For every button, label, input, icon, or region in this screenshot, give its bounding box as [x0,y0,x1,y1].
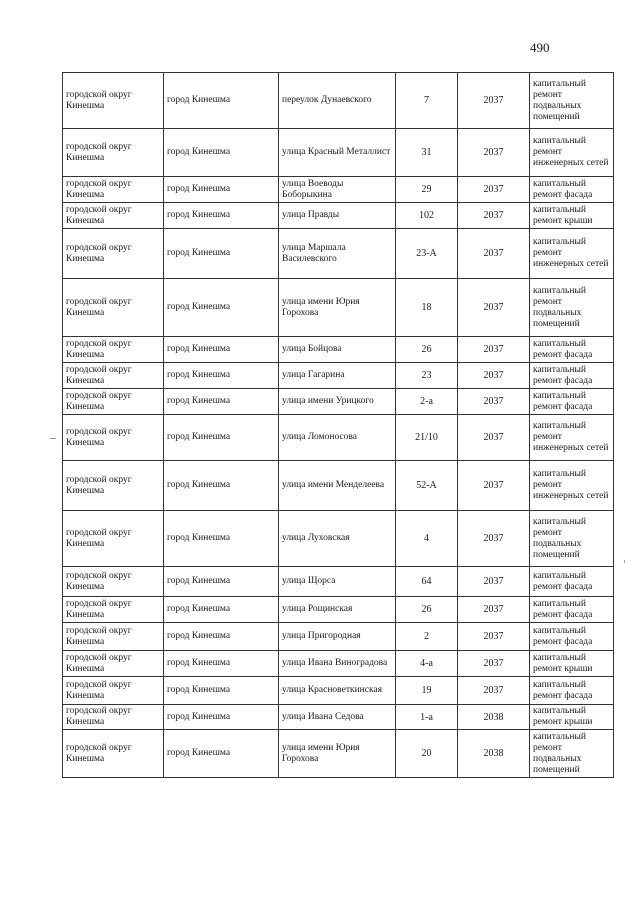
table-row [63,203,614,229]
cell-house-number: 23-А [396,229,458,279]
cell-street: улица имени Урицкого [279,389,396,415]
cell-year: 2037 [458,129,530,177]
cell-year: 2037 [458,337,530,363]
cell-year: 2037 [458,677,530,705]
table-row [63,337,614,363]
cell-city: город Кинешма [164,461,279,511]
cell-work-type: капитальный ремонт фасада [530,177,614,203]
cell-city: город Кинешма [164,229,279,279]
cell-city: город Кинешма [164,677,279,705]
cell-street: улица имени Юрия Горохова [279,730,396,778]
cell-house-number: 26 [396,597,458,623]
cell-area: городской округ Кинешма [63,415,164,461]
cell-city: город Кинешма [164,279,279,337]
cell-city: город Кинешма [164,597,279,623]
cell-area: городской округ Кинешма [63,129,164,177]
table-body [63,73,614,778]
cell-area: городской округ Кинешма [63,337,164,363]
cell-city: город Кинешма [164,567,279,597]
cell-area: городской округ Кинешма [63,363,164,389]
cell-work-type: капитальный ремонт инженерных сетей [530,461,614,511]
table-row [63,705,614,730]
table-row [63,279,614,337]
cell-city: город Кинешма [164,511,279,567]
cell-work-type: капитальный ремонт фасада [530,337,614,363]
cell-house-number: 29 [396,177,458,203]
cell-area: городской округ Кинешма [63,651,164,677]
page-number: 490 [530,40,550,55]
cell-work-type: капитальный ремонт инженерных сетей [530,415,614,461]
table-row [63,461,614,511]
cell-street: улица имени Менделеева [279,461,396,511]
cell-city: город Кинешма [164,177,279,203]
cell-house-number: 31 [396,129,458,177]
cell-street: улица Ломоносова [279,415,396,461]
cell-city: город Кинешма [164,705,279,730]
cell-year: 2038 [458,705,530,730]
table-row [63,730,614,778]
cell-house-number: 20 [396,730,458,778]
table-row [63,129,614,177]
cell-year: 2037 [458,229,530,279]
cell-area: городской округ Кинешма [63,203,164,229]
cell-house-number: 64 [396,567,458,597]
cell-house-number: 1-а [396,705,458,730]
cell-house-number: 52-А [396,461,458,511]
scan-mark [50,438,56,439]
cell-work-type: капитальный ремонт крыши [530,651,614,677]
cell-work-type: капитальный ремонт фасада [530,567,614,597]
cell-year: 2037 [458,623,530,651]
cell-year: 2037 [458,461,530,511]
cell-city: город Кинешма [164,363,279,389]
cell-house-number: 26 [396,337,458,363]
cell-work-type: капитальный ремонт фасада [530,389,614,415]
cell-city: город Кинешма [164,73,279,129]
cell-year: 2037 [458,597,530,623]
table-row [63,177,614,203]
cell-area: городской округ Кинешма [63,511,164,567]
scan-mark [624,560,625,563]
cell-area: городской округ Кинешма [63,177,164,203]
cell-work-type: капитальный ремонт инженерных сетей [530,129,614,177]
cell-street: улица Пригородная [279,623,396,651]
table-row [63,567,614,597]
cell-house-number: 4-а [396,651,458,677]
cell-city: город Кинешма [164,415,279,461]
cell-city: город Кинешма [164,651,279,677]
cell-street: улица Правды [279,203,396,229]
table-row [63,651,614,677]
cell-house-number: 102 [396,203,458,229]
cell-area: городской округ Кинешма [63,73,164,129]
cell-year: 2037 [458,363,530,389]
cell-street: улица Рощинская [279,597,396,623]
cell-street: улица Ивана Седова [279,705,396,730]
cell-year: 2037 [458,511,530,567]
cell-house-number: 19 [396,677,458,705]
cell-street: улица Щорса [279,567,396,597]
cell-work-type: капитальный ремонт крыши [530,203,614,229]
cell-city: город Кинешма [164,129,279,177]
cell-area: городской округ Кинешма [63,389,164,415]
cell-year: 2038 [458,730,530,778]
housing-register-table [62,72,614,778]
cell-area: городской округ Кинешма [63,677,164,705]
table-row [63,597,614,623]
cell-year: 2037 [458,415,530,461]
cell-area: городской округ Кинешма [63,461,164,511]
cell-street: переулок Дунаевского [279,73,396,129]
cell-year: 2037 [458,177,530,203]
table-row [63,363,614,389]
cell-street: улица Гагарина [279,363,396,389]
cell-house-number: 2 [396,623,458,651]
table-row [63,677,614,705]
cell-work-type: капитальный ремонт подвальных помещений [530,730,614,778]
cell-work-type: капитальный ремонт подвальных помещений [530,73,614,129]
table-row [63,511,614,567]
cell-year: 2037 [458,279,530,337]
table-row [63,389,614,415]
cell-city: город Кинешма [164,730,279,778]
cell-work-type: капитальный ремонт крыши [530,705,614,730]
cell-area: городской округ Кинешма [63,279,164,337]
cell-work-type: капитальный ремонт подвальных помещений [530,279,614,337]
cell-area: городской округ Кинешма [63,567,164,597]
table-row [63,415,614,461]
table-row [63,623,614,651]
cell-year: 2037 [458,389,530,415]
cell-year: 2037 [458,73,530,129]
cell-house-number: 23 [396,363,458,389]
cell-area: городской округ Кинешма [63,705,164,730]
cell-street: улица Красноветкинская [279,677,396,705]
cell-area: городской округ Кинешма [63,623,164,651]
cell-city: город Кинешма [164,203,279,229]
cell-city: город Кинешма [164,623,279,651]
cell-area: городской округ Кинешма [63,229,164,279]
cell-house-number: 18 [396,279,458,337]
cell-work-type: капитальный ремонт фасада [530,363,614,389]
cell-work-type: капитальный ремонт инженерных сетей [530,229,614,279]
table-row [63,229,614,279]
cell-street: улица Воеводы Боборыкина [279,177,396,203]
cell-work-type: капитальный ремонт фасада [530,597,614,623]
cell-street: улица Бойцова [279,337,396,363]
cell-work-type: капитальный ремонт подвальных помещений [530,511,614,567]
cell-house-number: 4 [396,511,458,567]
cell-city: город Кинешма [164,389,279,415]
cell-area: городской округ Кинешма [63,730,164,778]
cell-house-number: 2-а [396,389,458,415]
cell-work-type: капитальный ремонт фасада [530,623,614,651]
cell-city: город Кинешма [164,337,279,363]
cell-street: улица Маршала Василевского [279,229,396,279]
cell-street: улица Ивана Виноградова [279,651,396,677]
cell-year: 2037 [458,651,530,677]
cell-street: улица имени Юрия Горохова [279,279,396,337]
cell-street: улица Красный Металлист [279,129,396,177]
cell-area: городской округ Кинешма [63,597,164,623]
cell-work-type: капитальный ремонт фасада [530,677,614,705]
cell-house-number: 21/10 [396,415,458,461]
cell-year: 2037 [458,203,530,229]
cell-street: улица Луховская [279,511,396,567]
table-row [63,73,614,129]
cell-house-number: 7 [396,73,458,129]
cell-year: 2037 [458,567,530,597]
